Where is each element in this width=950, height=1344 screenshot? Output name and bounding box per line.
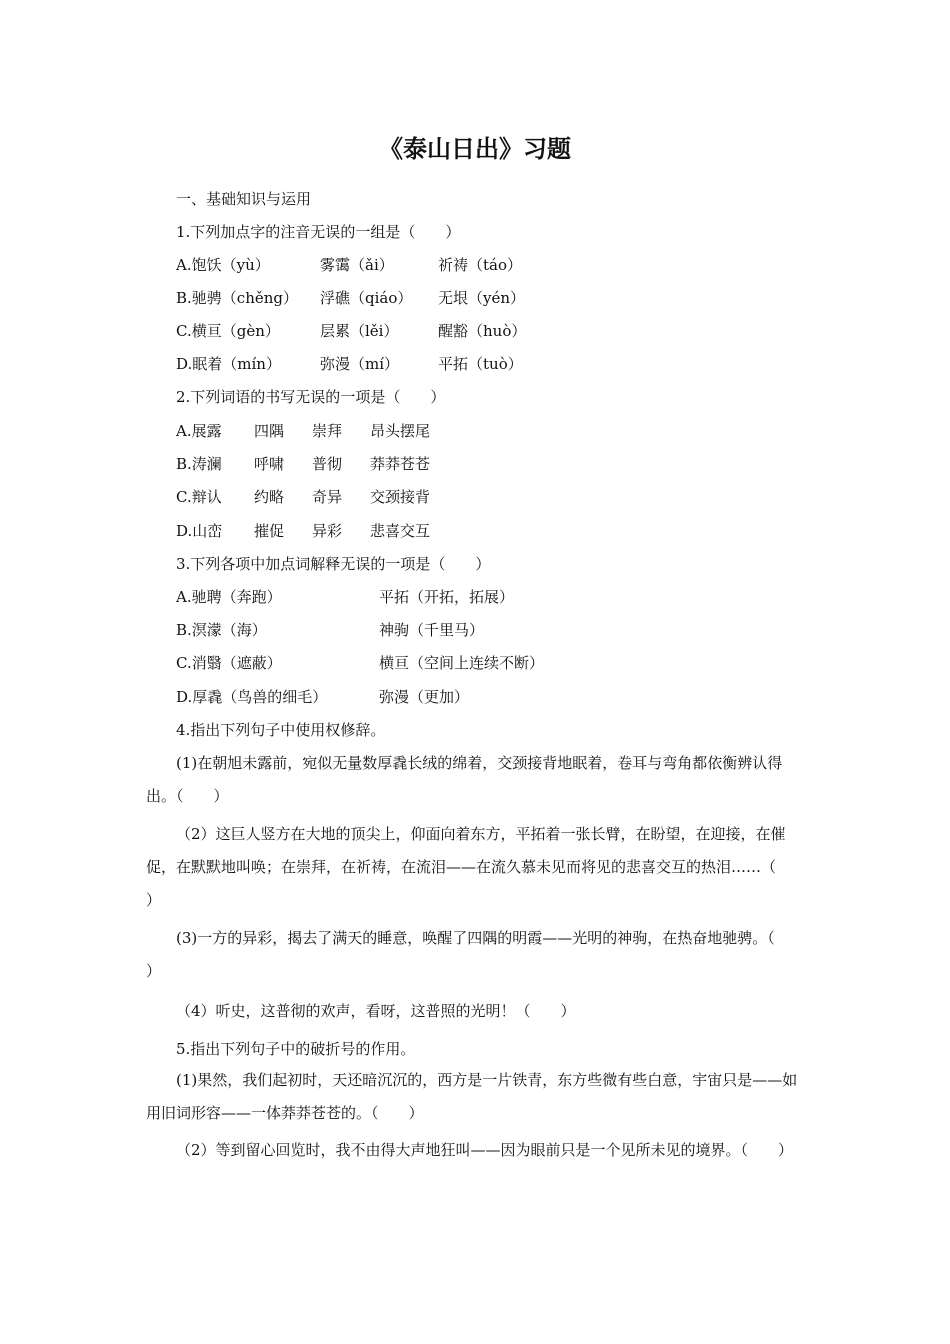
option-text: 醒豁（huò） bbox=[438, 322, 527, 340]
question-5-item: （2）等到留心回览时，我不由得大声地狂叫——因为眼前只是一个见所未见的境界。（ ） bbox=[176, 1141, 794, 1159]
question-1-stem: 1.下列加点字的注音无误的一组是（ ） bbox=[176, 223, 461, 241]
option-text: C.辩认 bbox=[176, 488, 222, 506]
option-text: 神驹（千里马） bbox=[379, 621, 485, 639]
option-text: B.溟濛（海） bbox=[176, 621, 267, 639]
question-4-item: （4）听史，这普彻的欢声，看呀，这普照的光明！（ ） bbox=[176, 1002, 576, 1020]
option-text: 平拓（开拓，拓展） bbox=[379, 588, 515, 606]
question-2-stem: 2.下列词语的书写无误的一项是（ ） bbox=[176, 388, 446, 406]
option-text: 呼啸 bbox=[254, 455, 285, 473]
question-5-item: (1)果然，我们起初时，天还暗沉沉的，西方是一片铁青，东方些微有些白意，宇宙只是——如用旧词形容——一体莽莽苍苍的。（ ） bbox=[146, 1071, 798, 1122]
question-4-item: （2）这巨人竖方在大地的顶尖上，仰面向着东方，平拓着一张长臂，在盼望，在迎接，在催促，在默默地叫唤；在崇拜，在祈祷，在流泪——在流久慕未见而将见的悲喜交互的热泪……（ ） bbox=[146, 825, 807, 909]
option-text: A.展露 bbox=[176, 422, 222, 440]
option-text: B.涛澜 bbox=[176, 455, 222, 473]
option-text: 约略 bbox=[254, 488, 285, 506]
option-text: 层累（lěi） bbox=[320, 322, 399, 340]
option-text: 横亘（空间上连续不断） bbox=[379, 654, 545, 672]
question-4-stem: 4.指出下列句子中使用权修辞。 bbox=[176, 721, 386, 739]
question-4-item: (1)在朝旭未露前，宛似无量数厚毳长绒的绵着，交颈接背地眠着，卷耳与弯角都依衡辨认得出。（ ） bbox=[146, 754, 783, 805]
option-text: 异彩 bbox=[312, 522, 343, 540]
option-text: D.山峦 bbox=[176, 522, 223, 540]
option-text: 四隅 bbox=[254, 422, 285, 440]
option-text: D.眠着（mín） bbox=[176, 355, 281, 373]
option-text: 悲喜交互 bbox=[370, 522, 431, 540]
option-text: 莽莽苍苍 bbox=[370, 455, 431, 473]
document-title: 《泰山日出》习题 bbox=[379, 135, 571, 163]
option-text: 雾霭（ǎi） bbox=[320, 256, 394, 274]
question-3-stem: 3.下列各项中加点词解释无误的一项是（ ） bbox=[176, 555, 491, 573]
option-text: 无垠（yén） bbox=[438, 289, 526, 307]
option-text: 崇拜 bbox=[312, 422, 343, 440]
option-text: A.饱饫（yù） bbox=[176, 256, 270, 274]
option-text: 奇异 bbox=[312, 488, 343, 506]
option-text: 普彻 bbox=[312, 455, 343, 473]
option-text: 摧促 bbox=[254, 522, 285, 540]
option-text: 平拓（tuò） bbox=[438, 355, 523, 373]
option-text: 昂头摆尾 bbox=[370, 422, 431, 440]
option-text: B.驰骋（chěng） bbox=[176, 289, 298, 307]
option-text: 弥漫（mí） bbox=[320, 355, 400, 373]
section-heading: 一、基础知识与运用 bbox=[176, 190, 312, 208]
question-5-stem: 5.指出下列句子中的破折号的作用。 bbox=[176, 1040, 416, 1058]
option-text: 浮礁（qiáo） bbox=[320, 289, 413, 307]
option-text: C.消翳（遮蔽） bbox=[176, 654, 282, 672]
option-text: D.厚毳（鸟兽的细毛） bbox=[176, 688, 328, 706]
question-4-item: (3)一方的异彩，揭去了满天的睡意，唤醒了四隅的明霞——光明的神驹，在热奋地驰骋。（ ） bbox=[146, 929, 805, 980]
option-text: C.横亘（gèn） bbox=[176, 322, 280, 340]
option-text: 弥漫（更加） bbox=[379, 688, 470, 706]
option-text: 交颈接背 bbox=[370, 488, 431, 506]
option-text: 祈祷（táo） bbox=[438, 256, 523, 274]
option-text: A.驰聘（奔跑） bbox=[176, 588, 282, 606]
